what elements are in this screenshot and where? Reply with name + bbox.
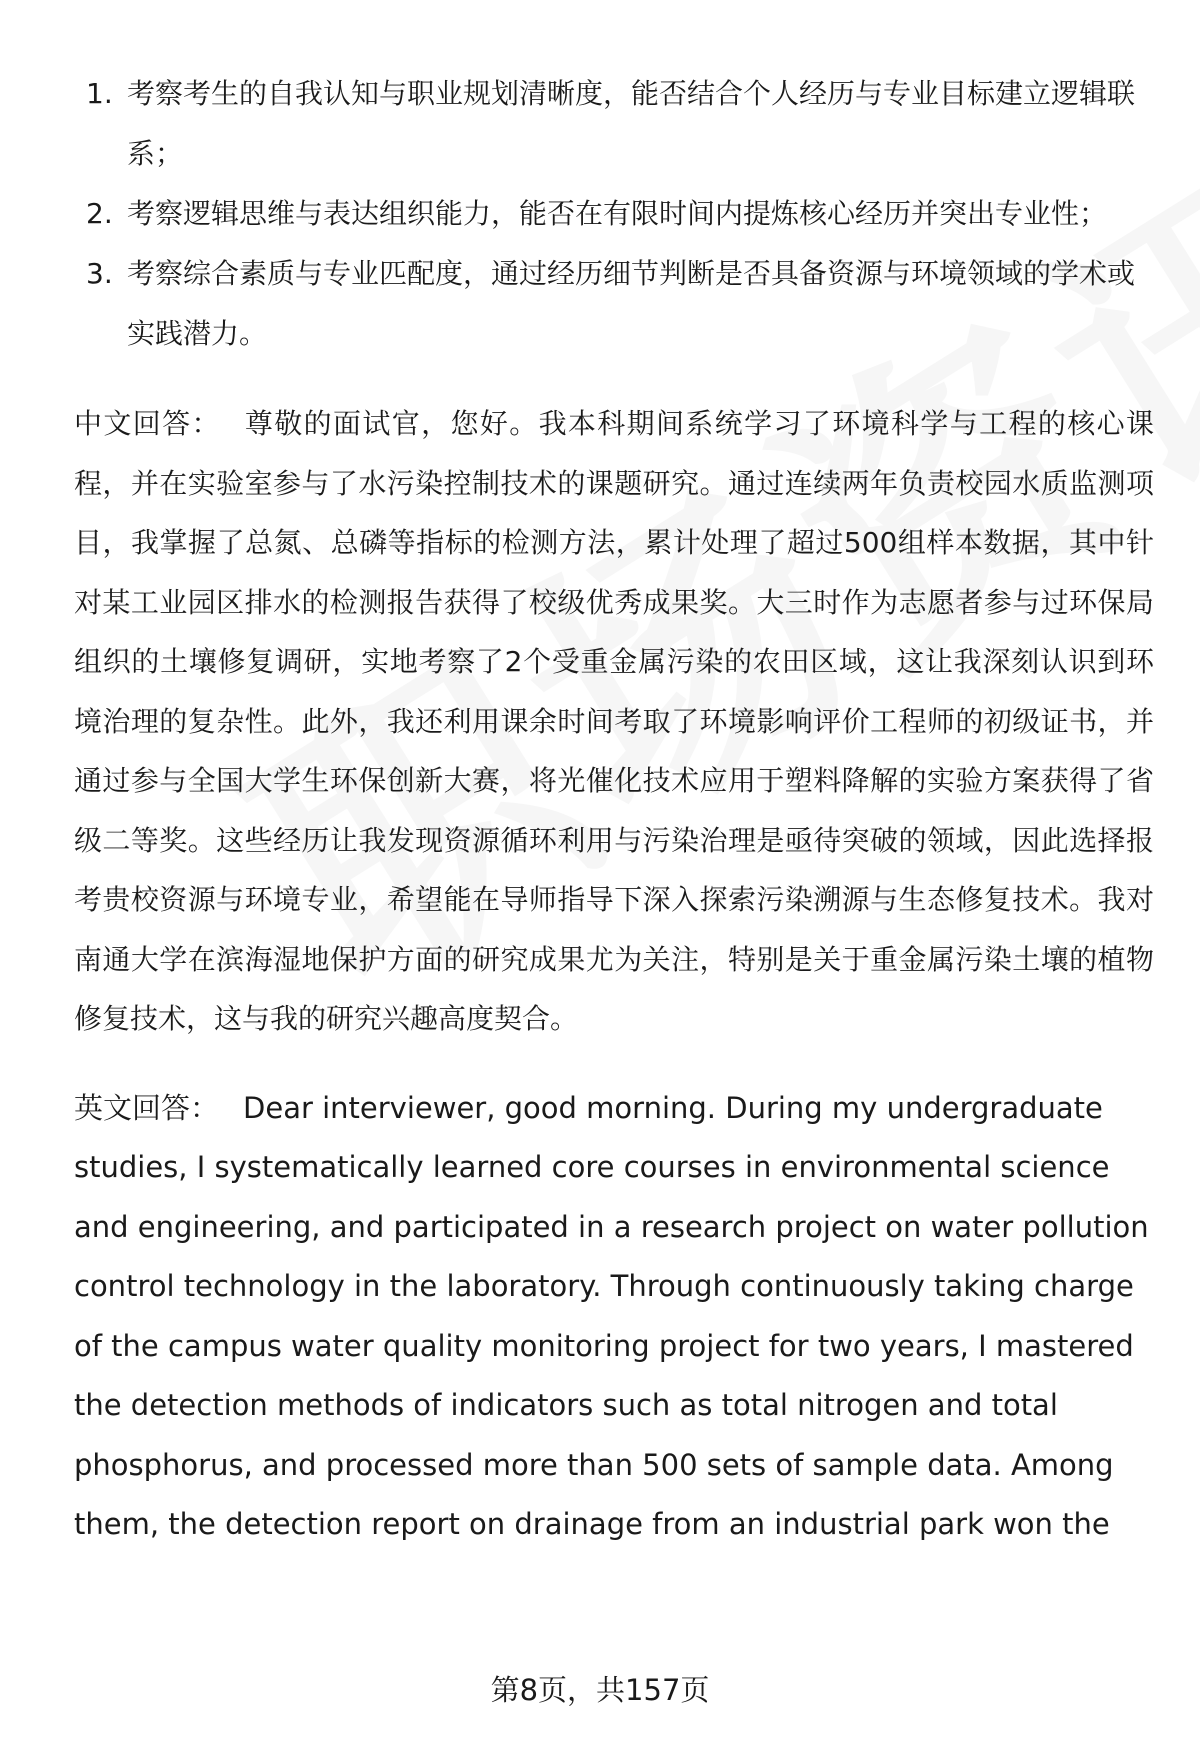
chinese-answer-text: 尊敬的面试官，您好。我本科期间系统学习了环境科学与工程的核心课程，并在实验室参与了水污染控制技术的课题研究。通过连续两年负责校园水质监测项目，我掌握了总氮、总磷等指标的检测方法，累计处理了超过500组样本数据，其中针对某工业园区排水的检测报告获得了校级优秀成果奖。大三时作为志愿者参与过环保局组织的土壤修复调研，实地考察了2个受重金属污染的农田区域，这让我深刻认识到环境治理的复杂性。此外，我还利用课余时间考取了环境影响评价工程师的初级证书，并通过参与全国大学生环保创新大赛，将光催化技术应用于塑料降解的实验方案获得了省级二等奖。这些经历让我发现资源循环利用与污染治理是亟待突破的领域，因此选择报考贵校资源与环境专业，希望能在导师指导下深入探索污染溯源与生态修复技术。我对南通大学在滨海湿地保护方面的研究成果尤为关注，特别是关于重金属污染土壤的植物修复技术，这与我的研究兴趣高度契合。 <box>74 407 1154 1035</box>
criteria-list <box>74 64 1154 364</box>
english-answer-text: Dear interviewer, good morning. During my undergraduate studies, I systematically learned core courses in environmental science and engineering, and participated in a research project on water pollution control technology in the laboratory. Through continuously taking charge of the campus water quality monitoring project for two years, I mastered the detection methods of indicators such as total nitrogen and total phosphorus, and processed more than 500 sets of sample data. Among them, the detection report on drainage from an industrial park won the <box>74 1090 1149 1541</box>
page-number: 第8页，共157页 <box>490 1673 710 1707</box>
english-answer-label: 英文回答： <box>74 1090 220 1125</box>
criteria-text: 考察考生的自我认知与职业规划清晰度，能否结合个人经历与专业目标建立逻辑联系； <box>127 77 1136 170</box>
criteria-text: 考察逻辑思维与表达组织能力，能否在有限时间内提炼核心经历并突出专业性； <box>127 197 1108 230</box>
criteria-item <box>74 184 1154 244</box>
chinese-answer <box>74 394 1154 1049</box>
chinese-answer-label: 中文回答： <box>74 407 221 440</box>
page-footer <box>0 1668 1200 1709</box>
criteria-number: 1. <box>86 77 113 110</box>
criteria-text: 考察综合素质与专业匹配度，通过经历细节判断是否具备资源与环境领域的学术或实践潜力。 <box>127 257 1136 350</box>
criteria-number: 2. <box>86 197 113 230</box>
criteria-number: 3. <box>86 257 113 290</box>
english-answer <box>74 1079 1154 1555</box>
criteria-item <box>74 244 1154 364</box>
document-page <box>74 64 1154 1555</box>
criteria-item <box>74 64 1154 184</box>
